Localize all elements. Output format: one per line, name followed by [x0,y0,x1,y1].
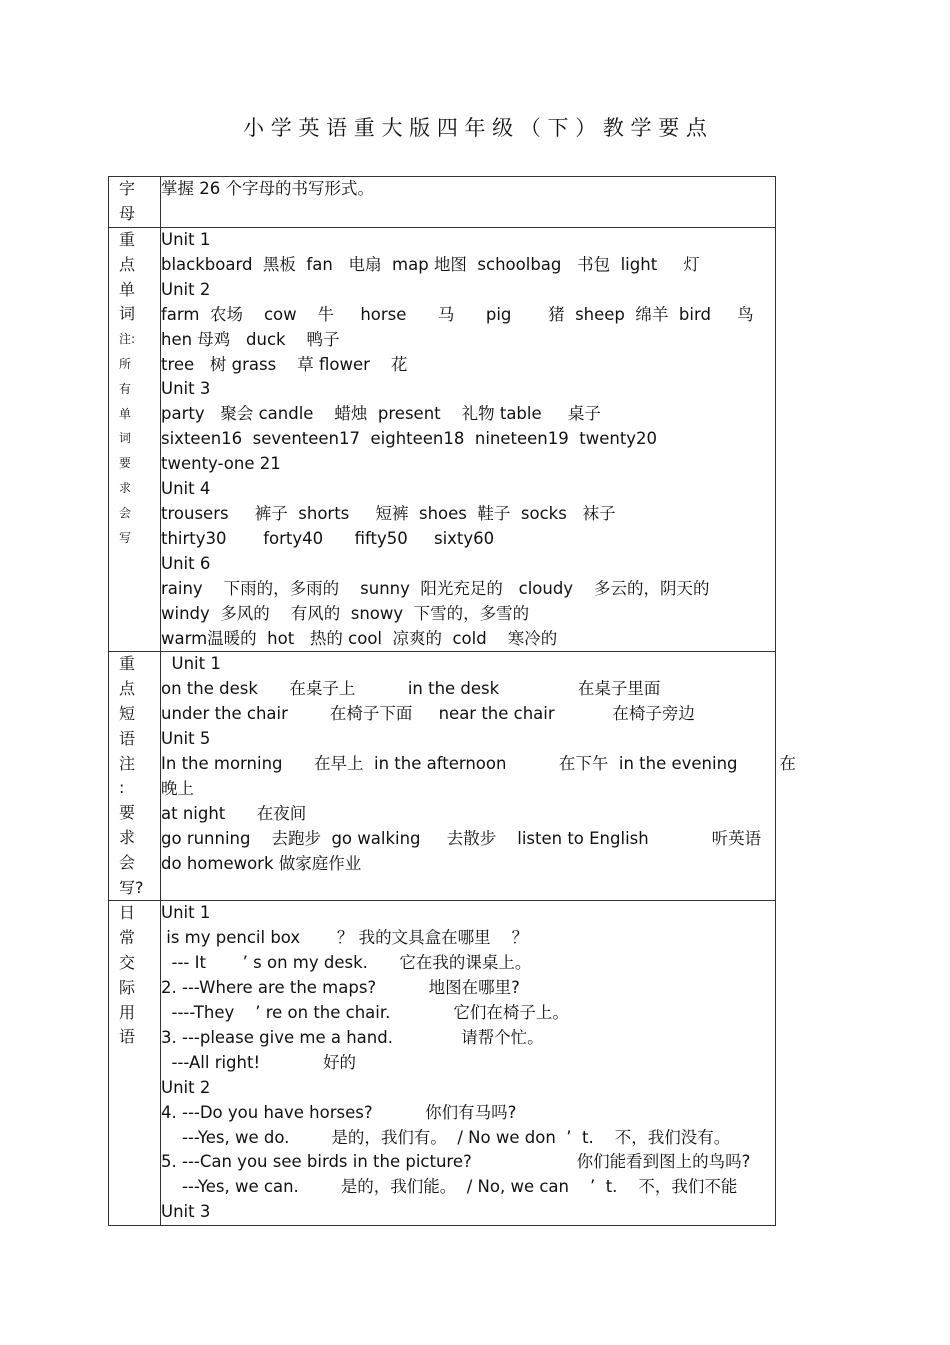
content-line: Unit 1 [161,903,211,923]
row-label-char: 单 [119,279,136,299]
content-line: 2. ---Where are the maps? 地图在哪里? [161,978,520,998]
row-label-char: 点 [119,679,136,699]
content-line: 掌握 26 个字母的书写形式。 [161,179,374,198]
content-line: party 聚会 candle 蜡烛 present 礼物 table 桌子 [161,404,601,424]
row-label-char: 会 [119,505,132,520]
row-content-cell [161,228,776,652]
content-line: Unit 4 [161,479,211,499]
row-label-char: 词 [119,431,132,446]
content-line: Unit 6 [161,553,211,573]
row-label-char: 有 [119,381,132,396]
row-label-char: 日 [119,903,136,923]
content-line: Unit 3 [161,379,211,399]
content-line: Unit 2 [161,1077,211,1097]
row-label-char: 字 [119,179,136,198]
row-label-char: 要 [119,803,136,823]
row-label-char: 语 [119,1027,136,1047]
content-line: ---Yes, we do. 是的，我们有。 / No we don ’ t. 不，我们没有。 [161,1127,731,1147]
content-line: Unit 1 [161,230,211,249]
row-label-char: 常 [119,928,136,948]
content-line: ---All right! 好的 [161,1052,357,1072]
row-label-char: 所 [119,356,132,371]
content-line: 3. ---please give me a hand. 请帮个忙。 [161,1027,544,1047]
row-label-char: 词 [119,304,136,324]
row-label-char: 短 [119,704,136,723]
table-row [109,652,776,901]
row-content-cell [161,177,776,228]
content-line: rainy 下雨的，多雨的 sunny 阳光充足的 cloudy 多云的，阴天的 [161,578,710,598]
row-content-cell [161,652,796,901]
page-title: 小 学 英 语 重 大 版 四 年 级 （ 下 ） 教 学 要 点 [243,116,707,140]
content-line: under the chair 在椅子下面 near the chair 在椅子旁边 [161,704,695,724]
row-label-char: 要 [119,456,132,471]
table-body [109,177,796,1226]
table-row [109,177,776,228]
row-content-cell [161,901,776,1226]
content-line: trousers 裤子 shorts 短裤 shoes 鞋子 socks 袜子 [161,503,616,523]
content-line: thirty30 forty40 fifty50 sixty60 [161,528,495,548]
table-row [109,228,776,652]
row-label-char: : [119,778,125,798]
content-line: at night 在夜间 [161,803,307,823]
content-line: 晚上 [161,778,194,798]
content-line: 4. ---Do you have horses? 你们有马吗? [161,1102,517,1122]
teaching-points-table [108,176,796,1226]
content-line: warm温暖的 hot 热的 cool 凉爽的 cold 寒冷的 [161,628,558,648]
row-label-char: 单 [119,406,132,421]
row-label-char: 际 [119,977,136,997]
row-label-cell [109,228,161,652]
content-line: hen 母鸡 duck 鸭子 [161,329,340,349]
content-line: Unit 2 [161,279,211,299]
content-line: Unit 5 [161,729,211,749]
row-label-cell [109,901,161,1226]
row-label-char: 会 [119,852,136,872]
content-line: ----They ’ re on the chair. 它们在椅子上。 [161,1003,569,1022]
content-line: Unit 3 [161,1202,211,1222]
content-line: is my pencil box ？ 我的文具盒在哪里 ？ [161,928,529,948]
row-label-cell [109,177,161,228]
row-label-char: 注: [119,332,136,347]
row-label-char: 求 [119,480,132,495]
content-line: Unit 1 [161,654,221,674]
content-line: sixteen16 seventeen17 eighteen18 nineteen19 twenty20 [161,429,658,449]
row-label-char: 写 [119,530,132,545]
row-label-char: 写? [119,877,144,897]
content-line: --- It ’ s on my desk. 它在我的课桌上。 [161,953,532,973]
row-label-char: 求 [119,827,136,847]
row-label-char: 用 [119,1002,136,1022]
content-line: twenty-one 21 [161,454,281,474]
content-line: farm 农场 cow 牛 horse 马 pig 猪 sheep 绵羊 bird 鸟 [161,304,754,324]
content-line: ---Yes, we can. 是的，我们能。 / No, we can ’ t. 不，我们不能 [161,1177,738,1197]
row-label-char: 注 [119,753,136,773]
row-label-char: 重 [119,654,136,674]
row-label-char: 点 [119,254,136,274]
row-label-cell [109,652,161,901]
row-label-char: 语 [119,728,136,748]
row-label-char: 交 [119,952,136,972]
content-line: do homework 做家庭作业 [161,853,362,873]
content-line: go running 去跑步 go walking 去散步 listen to English 听英语 [161,828,762,848]
content-line: 5. ---Can you see birds in the picture? 你们能看到图上的鸟吗? [161,1152,751,1172]
content-line: on the desk 在桌子上 in the desk 在桌子里面 [161,679,661,699]
table-row [109,901,776,1226]
content-line: In the morning 在早上 in the afternoon 在下午 in the evening 在 [161,754,796,774]
content-line: windy 多风的 有风的 snowy 下雪的，多雪的 [161,603,530,623]
row-label-char: 重 [119,230,136,249]
row-label-char: 母 [119,203,136,223]
content-line: blackboard 黑板 fan 电扇 map 地图 schoolbag 书包 light 灯 [161,254,700,274]
content-line: tree 树 grass 草 flower 花 [161,354,408,374]
